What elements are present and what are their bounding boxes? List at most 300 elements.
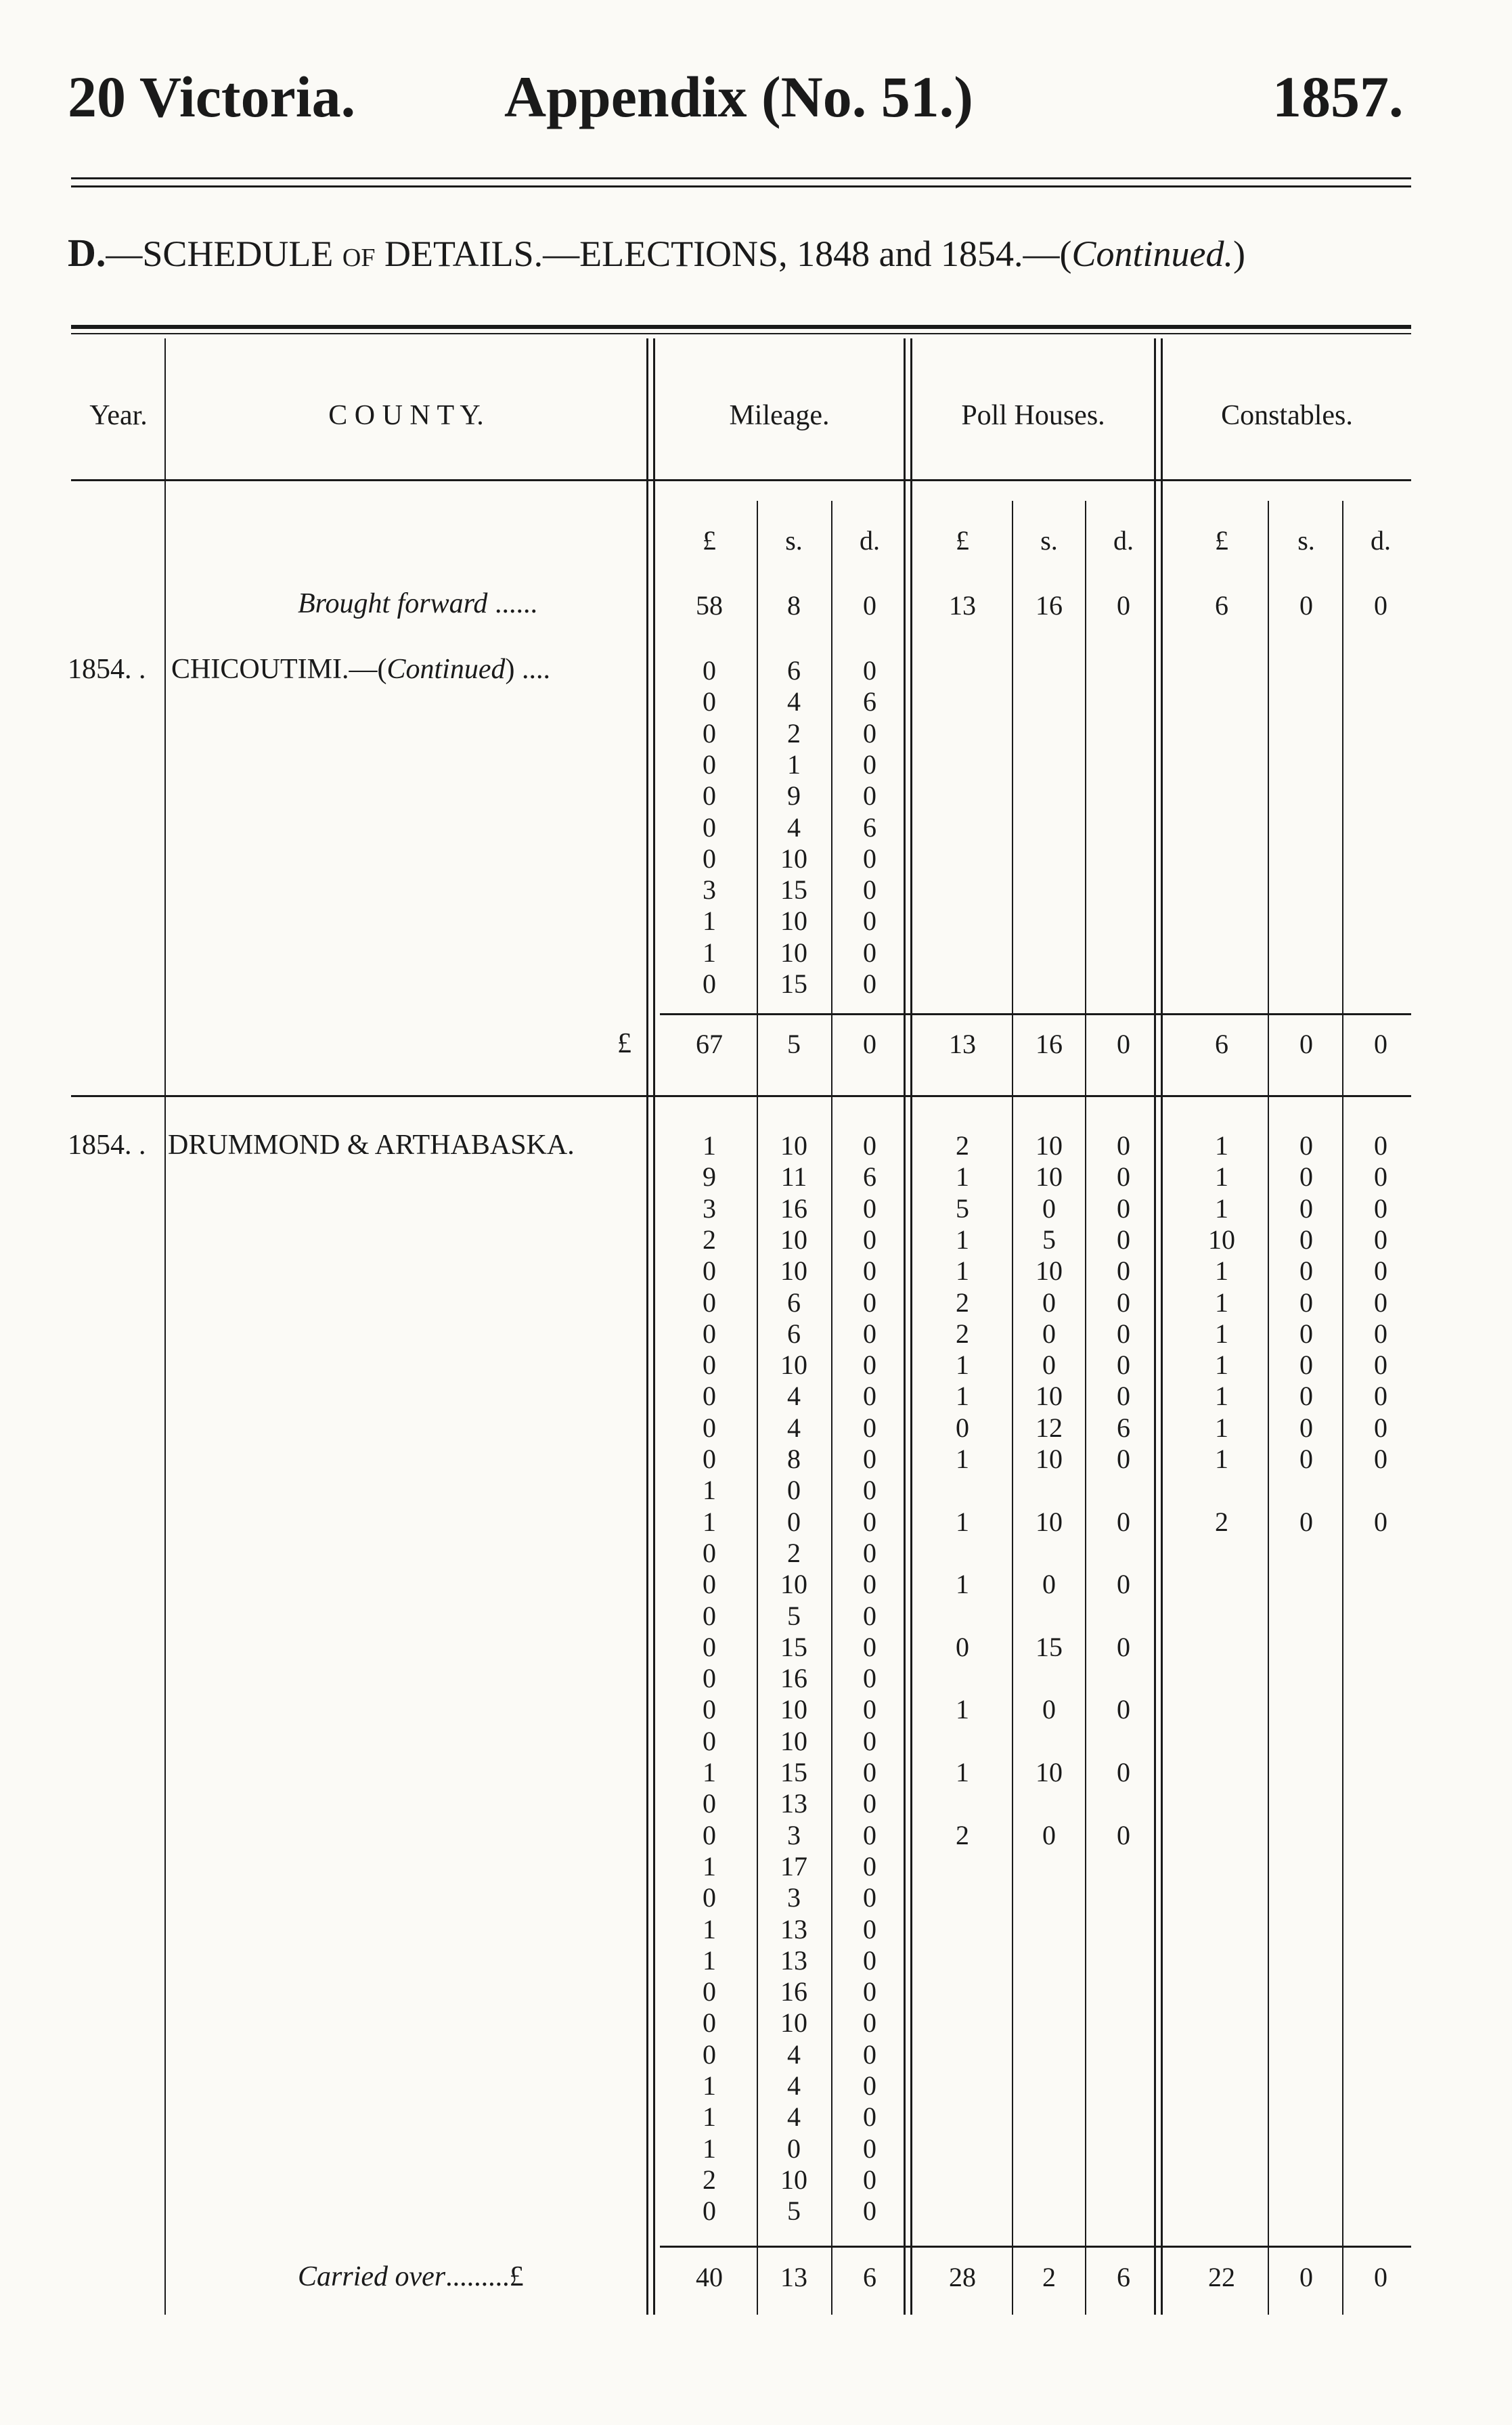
cell-constables-pounds: 1 bbox=[1215, 1287, 1228, 1318]
cell-poll-pence bbox=[1083, 1788, 1164, 1819]
cell-poll-shillings bbox=[1008, 749, 1090, 780]
cell-poll-shillings bbox=[1008, 686, 1090, 717]
cell-mileage-shillings: 15 bbox=[780, 1757, 807, 1787]
table-row bbox=[0, 1569, 1512, 1600]
cell-poll-pounds: 1 bbox=[956, 1381, 969, 1412]
cell-constables-pounds bbox=[1181, 2164, 1262, 2196]
cell-mileage-pounds: 0 bbox=[703, 1381, 716, 1412]
cell-poll-shillings bbox=[1008, 1914, 1090, 1945]
cell-mileage-pounds: 1 bbox=[703, 1850, 716, 1882]
table-row bbox=[0, 2007, 1512, 2039]
cell-poll-pence: 0 bbox=[1117, 1631, 1130, 1662]
cell-poll-pounds bbox=[922, 2101, 1003, 2133]
cell-mileage-pence: 0 bbox=[863, 906, 876, 937]
brought-forward-poll-pence: 0 bbox=[1117, 590, 1130, 621]
cell-poll-shillings bbox=[1008, 906, 1090, 937]
col-county: C O U N T Y. bbox=[328, 400, 484, 431]
cell-mileage-pence: 0 bbox=[863, 1882, 876, 1913]
cell-mileage-pounds: 0 bbox=[703, 1882, 716, 1913]
cell-poll-pence: 0 bbox=[1117, 1161, 1130, 1193]
table-row bbox=[0, 812, 1512, 843]
cell-constables-pence bbox=[1340, 843, 1421, 874]
chicoutimi-total-row bbox=[0, 1029, 1512, 1060]
cell-constables-pounds bbox=[1181, 874, 1262, 906]
table-row bbox=[0, 1757, 1512, 1788]
cell-constables-shillings: 0 bbox=[1299, 1381, 1313, 1412]
chicoutimi-year: 1854. . bbox=[68, 654, 146, 685]
table-row bbox=[0, 1350, 1512, 1381]
cell-mileage-pence: 0 bbox=[863, 2039, 876, 2070]
cell-constables-shillings bbox=[1266, 2196, 1347, 2227]
cell-poll-pounds bbox=[922, 2133, 1003, 2164]
table-row bbox=[0, 1538, 1512, 1569]
cell-poll-pence bbox=[1083, 780, 1164, 811]
cell-poll-shillings: 10 bbox=[1036, 1255, 1063, 1287]
table-row bbox=[0, 1914, 1512, 1945]
cell-poll-pence bbox=[1083, 686, 1164, 717]
cell-poll-shillings: 15 bbox=[1036, 1631, 1063, 1662]
cell-constables-pence bbox=[1340, 812, 1421, 843]
cell-mileage-pounds: 0 bbox=[703, 780, 716, 811]
cell-constables-shillings bbox=[1266, 1757, 1347, 1788]
cell-poll-pounds bbox=[922, 2070, 1003, 2101]
cell-constables-shillings bbox=[1266, 1820, 1347, 1851]
cell-poll-shillings bbox=[1008, 937, 1090, 969]
cell-constables-pounds: 10 bbox=[1208, 1224, 1235, 1255]
cell-mileage-pence: 0 bbox=[863, 1944, 876, 1976]
cell-mileage-pence: 0 bbox=[863, 2070, 876, 2101]
cell-poll-pence: 0 bbox=[1117, 1694, 1130, 1725]
cell-poll-pounds bbox=[922, 1663, 1003, 1694]
cell-constables-pounds bbox=[1181, 1569, 1262, 1600]
unit-poll-shillings: s. bbox=[1040, 525, 1058, 556]
cell-mileage-pounds: 0 bbox=[703, 1725, 716, 1756]
cell-mileage-pence: 0 bbox=[863, 1475, 876, 1506]
cell-constables-pence bbox=[1340, 1569, 1421, 1600]
cell-poll-pence bbox=[1083, 1663, 1164, 1694]
cell-mileage-pounds: 0 bbox=[703, 1788, 716, 1819]
cell-mileage-pence: 0 bbox=[863, 1506, 876, 1537]
brought-forward-constables-pence: 0 bbox=[1374, 590, 1387, 621]
table-row bbox=[0, 2070, 1512, 2101]
cell-mileage-pounds: 0 bbox=[703, 843, 716, 874]
cell-poll-pence bbox=[1083, 1976, 1164, 2007]
cell-poll-shillings bbox=[1008, 1601, 1090, 1632]
cell-mileage-pounds: 0 bbox=[703, 1694, 716, 1725]
table-row bbox=[0, 1475, 1512, 1506]
cell-poll-pounds bbox=[922, 1945, 1003, 1976]
col-mileage: Mileage. bbox=[729, 400, 830, 431]
cell-mileage-shillings: 16 bbox=[780, 1193, 807, 1224]
cell-mileage-pounds: 1 bbox=[703, 1757, 716, 1787]
carried-over-rule bbox=[660, 2246, 1411, 2248]
cell-poll-shillings bbox=[1008, 874, 1090, 906]
cell-mileage-pounds: 1 bbox=[703, 906, 716, 937]
cell-poll-pounds: 2 bbox=[956, 1130, 969, 1161]
cell-mileage-shillings: 4 bbox=[787, 2101, 801, 2133]
cell-poll-pounds bbox=[922, 2164, 1003, 2196]
cell-constables-shillings bbox=[1266, 1882, 1347, 1913]
cell-poll-shillings: 0 bbox=[1042, 1350, 1056, 1381]
cell-constables-pounds bbox=[1181, 969, 1262, 1000]
cell-constables-shillings: 0 bbox=[1299, 1287, 1313, 1318]
cell-constables-pence: 0 bbox=[1374, 1224, 1387, 1255]
cell-mileage-pence: 0 bbox=[863, 1318, 876, 1349]
cell-mileage-pence: 0 bbox=[863, 655, 876, 686]
cell-constables-pounds: 1 bbox=[1215, 1130, 1228, 1161]
brought-forward-row bbox=[0, 590, 1512, 621]
unit-mileage-shillings: s. bbox=[785, 525, 803, 556]
cell-mileage-shillings: 4 bbox=[787, 1381, 801, 1412]
table-row bbox=[0, 2101, 1512, 2133]
cell-constables-shillings: 0 bbox=[1299, 1350, 1313, 1381]
chicoutimi-total-mileage-shillings: 5 bbox=[787, 1029, 801, 1059]
cell-constables-shillings bbox=[1266, 874, 1347, 906]
unit-const-pounds: £ bbox=[1215, 525, 1228, 556]
cell-mileage-shillings: 3 bbox=[787, 1882, 801, 1913]
cell-poll-pounds: 1 bbox=[956, 1350, 969, 1381]
cell-poll-shillings: 0 bbox=[1042, 1193, 1056, 1224]
carried-over-row bbox=[0, 2262, 1512, 2293]
cell-poll-pounds bbox=[922, 937, 1003, 969]
cell-poll-shillings bbox=[1008, 2070, 1090, 2101]
cell-constables-pounds bbox=[1181, 749, 1262, 780]
cell-constables-pounds: 1 bbox=[1215, 1255, 1228, 1287]
cell-poll-pence bbox=[1083, 2101, 1164, 2133]
cell-mileage-pence: 6 bbox=[863, 811, 876, 843]
unit-poll-pounds: £ bbox=[956, 525, 969, 556]
cell-poll-pence: 0 bbox=[1117, 1287, 1130, 1318]
cell-mileage-pence: 0 bbox=[863, 969, 876, 999]
cell-poll-pence bbox=[1083, 749, 1164, 780]
cell-constables-shillings bbox=[1266, 969, 1347, 1000]
cell-constables-pence bbox=[1340, 1726, 1421, 1757]
cell-mileage-shillings: 1 bbox=[787, 749, 801, 780]
cell-mileage-pounds: 0 bbox=[703, 655, 716, 686]
carried-over-poll-shillings: 2 bbox=[1042, 2262, 1056, 2292]
cell-mileage-pence: 0 bbox=[863, 1850, 876, 1882]
cell-mileage-pounds: 0 bbox=[703, 749, 716, 780]
cell-constables-pence bbox=[1340, 906, 1421, 937]
cell-constables-shillings bbox=[1266, 2039, 1347, 2070]
table-row bbox=[0, 2164, 1512, 2196]
cell-constables-pounds: 1 bbox=[1215, 1318, 1228, 1349]
table-row bbox=[0, 1255, 1512, 1287]
cell-poll-pence bbox=[1083, 2039, 1164, 2070]
cell-poll-pounds bbox=[922, 1726, 1003, 1757]
table-row bbox=[0, 718, 1512, 749]
cell-constables-shillings bbox=[1266, 1601, 1347, 1632]
cell-poll-shillings bbox=[1008, 843, 1090, 874]
cell-mileage-shillings: 9 bbox=[787, 780, 801, 811]
cell-mileage-shillings: 4 bbox=[787, 2070, 801, 2101]
cell-poll-pence bbox=[1083, 874, 1164, 906]
cell-constables-shillings bbox=[1266, 1475, 1347, 1506]
cell-constables-shillings: 0 bbox=[1299, 1224, 1313, 1255]
carried-over-constables-shillings: 0 bbox=[1299, 2262, 1313, 2292]
cell-constables-pence bbox=[1340, 2007, 1421, 2039]
cell-poll-pence: 0 bbox=[1117, 1255, 1130, 1287]
cell-constables-shillings: 0 bbox=[1299, 1161, 1313, 1193]
cell-poll-shillings bbox=[1008, 969, 1090, 1000]
cell-constables-pounds bbox=[1181, 2133, 1262, 2164]
cell-mileage-shillings: 11 bbox=[780, 1161, 807, 1193]
cell-poll-shillings bbox=[1008, 718, 1090, 749]
cell-mileage-pence: 0 bbox=[863, 1130, 876, 1161]
cell-constables-pounds: 1 bbox=[1215, 1161, 1228, 1193]
table-row bbox=[0, 1632, 1512, 1663]
cell-constables-pence bbox=[1340, 937, 1421, 969]
cell-poll-pounds bbox=[922, 2039, 1003, 2070]
cell-mileage-pounds: 0 bbox=[703, 1663, 716, 1694]
drummond-year: 1854. . bbox=[68, 1130, 146, 1161]
cell-mileage-shillings: 16 bbox=[780, 1663, 807, 1694]
cell-constables-pence bbox=[1340, 1694, 1421, 1725]
cell-constables-pounds bbox=[1181, 1601, 1262, 1632]
cell-poll-pounds bbox=[922, 780, 1003, 811]
table-row bbox=[0, 2039, 1512, 2070]
cell-poll-pounds bbox=[922, 686, 1003, 717]
brought-forward-mileage-shillings: 8 bbox=[787, 590, 801, 621]
cell-constables-pounds bbox=[1181, 1945, 1262, 1976]
cell-mileage-pence: 0 bbox=[863, 1444, 876, 1474]
cell-constables-shillings bbox=[1266, 2164, 1347, 2196]
carried-over-mileage-pounds: 40 bbox=[696, 2262, 723, 2292]
cell-constables-pence bbox=[1340, 718, 1421, 749]
cell-mileage-pence: 0 bbox=[863, 1350, 876, 1381]
cell-poll-pounds: 0 bbox=[956, 1631, 969, 1662]
cell-mileage-shillings: 3 bbox=[787, 1819, 801, 1850]
table-row bbox=[0, 1976, 1512, 2007]
cell-constables-pounds bbox=[1181, 1851, 1262, 1882]
cell-constables-pence bbox=[1340, 2196, 1421, 2227]
header-rule-top bbox=[71, 177, 1411, 179]
cell-mileage-pence: 0 bbox=[863, 1537, 876, 1568]
cell-poll-pence bbox=[1083, 1538, 1164, 1569]
cell-mileage-shillings: 5 bbox=[787, 2196, 801, 2227]
cell-constables-pounds bbox=[1181, 937, 1262, 969]
cell-poll-pounds bbox=[922, 749, 1003, 780]
cell-constables-pounds bbox=[1181, 1976, 1262, 2007]
cell-mileage-pence: 0 bbox=[863, 937, 876, 968]
cell-poll-pence bbox=[1083, 2133, 1164, 2164]
drummond-county: DRUMMOND & ARTHABASKA. bbox=[168, 1130, 575, 1161]
cell-poll-pounds bbox=[922, 1475, 1003, 1506]
cell-poll-shillings bbox=[1008, 2101, 1090, 2133]
section-divider bbox=[71, 1095, 1411, 1097]
cell-mileage-shillings: 13 bbox=[780, 1944, 807, 1976]
cell-mileage-shillings: 17 bbox=[780, 1850, 807, 1882]
cell-mileage-pounds: 3 bbox=[703, 874, 716, 906]
cell-constables-shillings bbox=[1266, 937, 1347, 969]
cell-constables-pounds: 1 bbox=[1215, 1381, 1228, 1412]
cell-constables-shillings bbox=[1266, 1914, 1347, 1945]
cell-constables-pence: 0 bbox=[1374, 1412, 1387, 1443]
table-row bbox=[0, 686, 1512, 717]
cell-mileage-shillings: 4 bbox=[787, 1412, 801, 1443]
cell-constables-shillings: 0 bbox=[1299, 1255, 1313, 1287]
cell-mileage-shillings: 6 bbox=[787, 1287, 801, 1318]
cell-constables-pounds: 1 bbox=[1215, 1412, 1228, 1443]
table-row bbox=[0, 1161, 1512, 1193]
cell-constables-pence: 0 bbox=[1374, 1444, 1387, 1474]
cell-constables-shillings: 0 bbox=[1299, 1444, 1313, 1474]
cell-mileage-pounds: 0 bbox=[703, 717, 716, 749]
cell-poll-pounds bbox=[922, 1538, 1003, 1569]
cell-constables-pence: 0 bbox=[1374, 1287, 1387, 1318]
cell-poll-shillings: 12 bbox=[1036, 1412, 1063, 1443]
cell-poll-pounds bbox=[922, 2196, 1003, 2227]
cell-poll-pence bbox=[1083, 1726, 1164, 1757]
cell-mileage-pounds: 1 bbox=[703, 2133, 716, 2164]
cell-poll-pounds bbox=[922, 843, 1003, 874]
brought-forward-constables-shillings: 0 bbox=[1299, 590, 1313, 621]
cell-poll-shillings bbox=[1008, 812, 1090, 843]
cell-mileage-shillings: 10 bbox=[780, 1569, 807, 1600]
cell-mileage-shillings: 4 bbox=[787, 686, 801, 717]
cell-constables-shillings bbox=[1266, 1788, 1347, 1819]
table-row bbox=[0, 1193, 1512, 1224]
cell-mileage-pounds: 0 bbox=[703, 1976, 716, 2007]
cell-constables-shillings bbox=[1266, 2133, 1347, 2164]
table-row bbox=[0, 655, 1512, 686]
cell-poll-pence: 0 bbox=[1117, 1350, 1130, 1381]
cell-constables-shillings bbox=[1266, 2101, 1347, 2133]
cell-poll-shillings: 0 bbox=[1042, 1694, 1056, 1725]
table-row bbox=[0, 1726, 1512, 1757]
cell-mileage-pence: 0 bbox=[863, 780, 876, 811]
unit-poll-pence: d. bbox=[1113, 525, 1134, 556]
cell-poll-pence bbox=[1083, 843, 1164, 874]
cell-poll-shillings: 5 bbox=[1042, 1224, 1056, 1255]
cell-constables-pence bbox=[1340, 1663, 1421, 1694]
cell-poll-pence bbox=[1083, 1851, 1164, 1882]
cell-poll-pence: 0 bbox=[1117, 1506, 1130, 1537]
cell-mileage-shillings: 10 bbox=[780, 843, 807, 874]
cell-poll-pounds: 1 bbox=[956, 1757, 969, 1787]
table-row bbox=[0, 969, 1512, 1000]
cell-mileage-pence: 0 bbox=[863, 1287, 876, 1318]
cell-poll-pounds bbox=[922, 1851, 1003, 1882]
cell-constables-pounds bbox=[1181, 1757, 1262, 1788]
cell-mileage-pence: 0 bbox=[863, 1255, 876, 1287]
cell-mileage-pounds: 1 bbox=[703, 2101, 716, 2133]
cell-mileage-pounds: 0 bbox=[703, 1318, 716, 1349]
cell-poll-pence bbox=[1083, 1945, 1164, 1976]
table-row bbox=[0, 1851, 1512, 1882]
table-row bbox=[0, 1130, 1512, 1161]
cell-mileage-shillings: 10 bbox=[780, 937, 807, 968]
cell-mileage-shillings: 16 bbox=[780, 1976, 807, 2007]
cell-poll-pence: 0 bbox=[1117, 1444, 1130, 1474]
cell-mileage-pounds: 0 bbox=[703, 1287, 716, 1318]
cell-constables-shillings bbox=[1266, 1538, 1347, 1569]
cell-mileage-shillings: 15 bbox=[780, 969, 807, 999]
cell-mileage-shillings: 0 bbox=[787, 2133, 801, 2164]
cell-poll-shillings bbox=[1008, 2007, 1090, 2039]
brought-forward-label: Brought forward ...... bbox=[298, 588, 537, 619]
cell-constables-pence: 0 bbox=[1374, 1161, 1387, 1193]
cell-constables-pence bbox=[1340, 1788, 1421, 1819]
cell-constables-pence bbox=[1340, 2133, 1421, 2164]
cell-constables-pence bbox=[1340, 1945, 1421, 1976]
chicoutimi-total-label: £ bbox=[617, 1028, 631, 1059]
cell-mileage-pence: 6 bbox=[863, 686, 876, 717]
cell-mileage-pence: 0 bbox=[863, 2007, 876, 2039]
cell-constables-pence bbox=[1340, 969, 1421, 1000]
cell-constables-shillings bbox=[1266, 686, 1347, 717]
cell-constables-shillings bbox=[1266, 1851, 1347, 1882]
cell-poll-shillings: 10 bbox=[1036, 1130, 1063, 1161]
cell-constables-pounds bbox=[1181, 1914, 1262, 1945]
col-poll-houses: Poll Houses. bbox=[961, 400, 1105, 431]
cell-mileage-pounds: 0 bbox=[703, 1537, 716, 1568]
cell-constables-pence bbox=[1340, 655, 1421, 686]
cell-poll-pounds: 1 bbox=[956, 1255, 969, 1287]
cell-mileage-shillings: 13 bbox=[780, 1788, 807, 1819]
cell-constables-pence bbox=[1340, 780, 1421, 811]
cell-poll-pounds bbox=[922, 1976, 1003, 2007]
cell-poll-shillings bbox=[1008, 780, 1090, 811]
cell-constables-pounds bbox=[1181, 906, 1262, 937]
cell-poll-pence bbox=[1083, 2007, 1164, 2039]
cell-constables-pence bbox=[1340, 1632, 1421, 1663]
cell-poll-pounds bbox=[922, 874, 1003, 906]
cell-constables-pounds bbox=[1181, 2196, 1262, 2227]
brought-forward-poll-pounds: 13 bbox=[949, 590, 976, 621]
cell-constables-shillings bbox=[1266, 780, 1347, 811]
carried-over-constables-pence: 0 bbox=[1374, 2262, 1387, 2292]
cell-poll-pence bbox=[1083, 1914, 1164, 1945]
cell-mileage-shillings: 10 bbox=[780, 2007, 807, 2039]
cell-mileage-pounds: 0 bbox=[703, 1350, 716, 1381]
cell-poll-pence: 0 bbox=[1117, 1757, 1130, 1787]
cell-poll-pounds bbox=[922, 1914, 1003, 1945]
cell-constables-shillings bbox=[1266, 1632, 1347, 1663]
cell-poll-shillings: 0 bbox=[1042, 1819, 1056, 1850]
cell-constables-shillings bbox=[1266, 718, 1347, 749]
cell-mileage-pence: 0 bbox=[863, 1381, 876, 1412]
cell-poll-pounds bbox=[922, 812, 1003, 843]
cell-poll-pence bbox=[1083, 655, 1164, 686]
cell-mileage-shillings: 2 bbox=[787, 717, 801, 749]
schedule-title: D.—SCHEDULE OF DETAILS.—ELECTIONS, 1848 and 1854.—(Continued.) bbox=[68, 231, 1246, 275]
cell-constables-pence: 0 bbox=[1374, 1506, 1387, 1537]
cell-constables-shillings bbox=[1266, 1726, 1347, 1757]
cell-poll-pounds: 1 bbox=[956, 1506, 969, 1537]
cell-constables-shillings bbox=[1266, 2070, 1347, 2101]
cell-constables-pence bbox=[1340, 2164, 1421, 2196]
cell-constables-pence bbox=[1340, 1820, 1421, 1851]
cell-constables-shillings bbox=[1266, 812, 1347, 843]
cell-poll-shillings bbox=[1008, 1945, 1090, 1976]
table-row bbox=[0, 1444, 1512, 1475]
cell-mileage-pence: 0 bbox=[863, 1913, 876, 1944]
cell-constables-shillings bbox=[1266, 749, 1347, 780]
cell-constables-pounds bbox=[1181, 655, 1262, 686]
cell-mileage-pounds: 0 bbox=[703, 1255, 716, 1287]
table-row bbox=[0, 1601, 1512, 1632]
cell-constables-shillings: 0 bbox=[1299, 1130, 1313, 1161]
cell-constables-shillings bbox=[1266, 1976, 1347, 2007]
cell-constables-shillings: 0 bbox=[1299, 1193, 1313, 1224]
cell-poll-pence: 0 bbox=[1117, 1318, 1130, 1349]
cell-mileage-pounds: 2 bbox=[703, 2164, 716, 2195]
cell-poll-shillings: 10 bbox=[1036, 1444, 1063, 1474]
cell-mileage-pence: 0 bbox=[863, 1193, 876, 1224]
cell-poll-pence bbox=[1083, 812, 1164, 843]
cell-poll-pence bbox=[1083, 937, 1164, 969]
